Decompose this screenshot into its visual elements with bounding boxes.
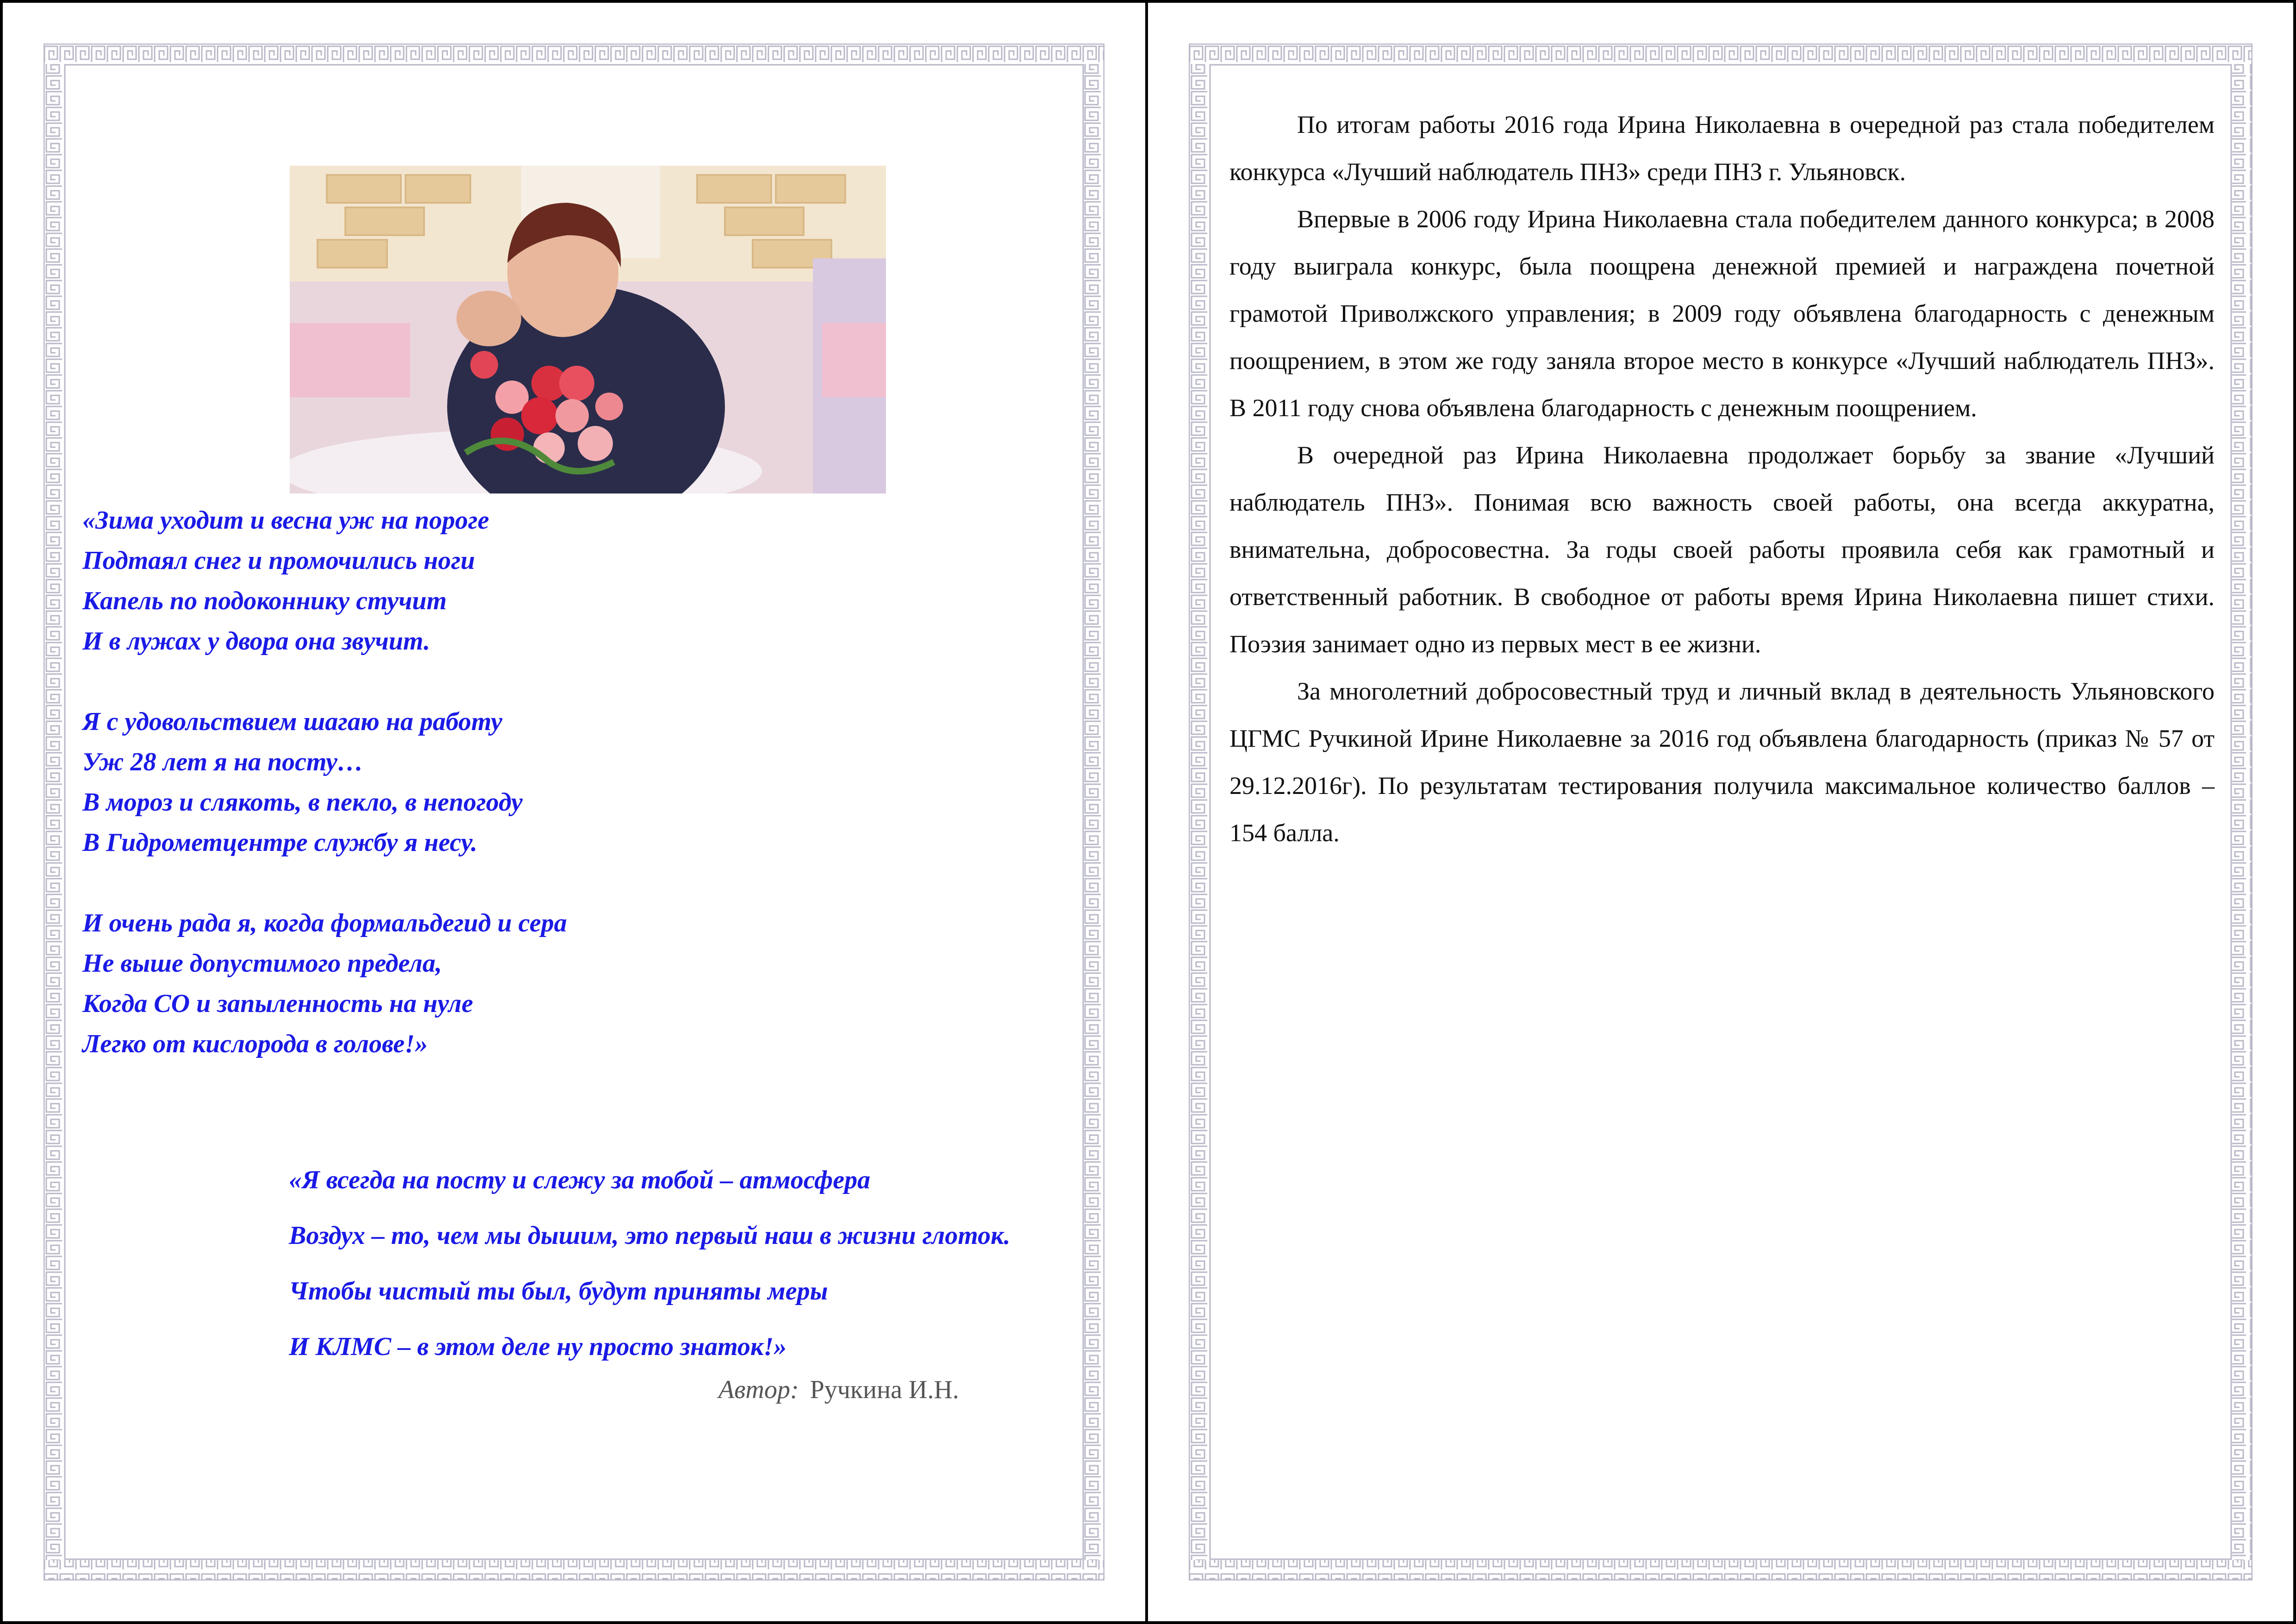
paragraph: За многолетний добросовестный труд и личный вклад в деятельность Ульяновского ЦГМС Ручкиной Ирине Николаевне за 2016 год объявлена благодарность (приказ № 57 от 29.12.2016г). По результатам тестирования получила максимальное количество баллов – 154 балла. xyxy=(1229,677,2215,847)
portrait-photo xyxy=(290,166,886,493)
article-body xyxy=(1229,101,2215,856)
poem-line: Чтобы чистый ты был, будут приняты меры xyxy=(289,1277,828,1305)
poem-one xyxy=(82,500,567,1064)
poem-line: Не выше допустимого предела, xyxy=(82,949,442,978)
poem-line: Легко от кислорода в голове!» xyxy=(82,1030,428,1058)
stanza-2 xyxy=(82,702,567,863)
stanza-3 xyxy=(82,903,567,1064)
poem-line: В Гидрометцентре службу я несу. xyxy=(82,828,478,857)
paragraph: По итогам работы 2016 года Ирина Николаевна в очередной раз стала победителем конкурса «Лучший наблюдатель ПНЗ» среди ПНЗ г. Ульяновск. xyxy=(1229,111,2215,186)
poem-line: «Зима уходит и весна уж на пороге xyxy=(82,506,489,535)
author-name: Ручкина И.Н. xyxy=(810,1375,959,1404)
poem-line: Подтаял снег и промочились ноги xyxy=(82,546,475,575)
poem-line: И КЛМС – в этом деле ну просто знаток!» xyxy=(289,1332,787,1361)
poem-line: И в лужах у двора она звучит. xyxy=(82,627,430,656)
poem-line: Я с удовольствием шагаю на работу xyxy=(82,707,503,736)
poem-line: Воздух – то, чем мы дышим, это первый наш в жизни глоток. xyxy=(289,1221,1011,1250)
poem-line: «Я всегда на посту и слежу за тобой – атмосфера xyxy=(289,1166,871,1194)
poem-two xyxy=(289,1152,1010,1374)
poem-line: Когда СО и запыленность на нуле xyxy=(82,989,473,1018)
stanza-1 xyxy=(82,500,567,662)
poem-line: И очень рада я, когда формальдегид и сера xyxy=(82,909,567,937)
author-credit xyxy=(718,1375,959,1405)
paragraph: В очередной раз Ирина Николаевна продолжает борьбу за звание «Лучший наблюдатель ПНЗ». Понимая всю важность своей работы, она всегда аккуратна, внимательна, добросовестна. За годы своей работы проявила себя как грамотный и ответственный работник. В свободное от работы время Ирина Николаевна пишет стихи. Поэзия занимает одно из первых мест в ее жизни. xyxy=(1229,441,2215,658)
author-label: Автор: xyxy=(718,1375,799,1404)
poem-line: Уж 28 лет я на посту… xyxy=(82,748,363,776)
paragraph: Впервые в 2006 году Ирина Николаевна стала победителем данного конкурса; в 2008 году выиграла конкурс, была поощрена денежной премией и награждена почетной грамотой Приволжского управления; в 2009 году объявлена благодарность с денежным поощрением, в этом же году заняла второе место в конкурсе «Лучший наблюдатель ПНЗ». В 2011 году снова объявлена благодарность с денежным поощрением. xyxy=(1229,205,2215,422)
poem-line: В мороз и слякоть, в пекло, в непогоду xyxy=(82,788,523,817)
poem-line: Капель по подоконнику стучит xyxy=(82,587,447,615)
